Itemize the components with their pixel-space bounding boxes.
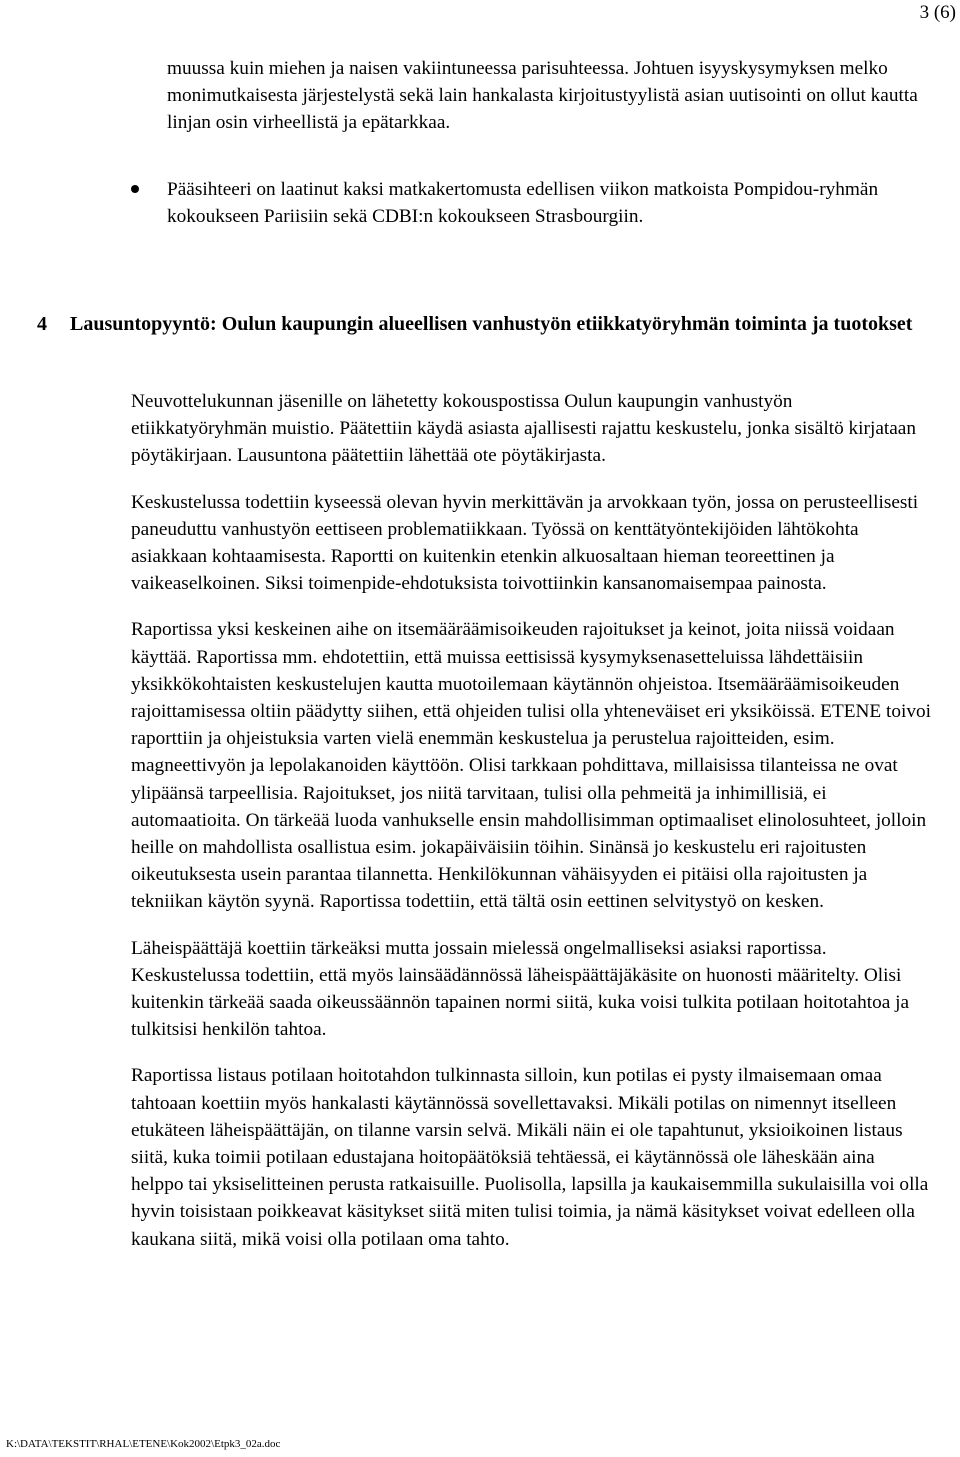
bullet-dot-icon xyxy=(131,185,139,193)
body-paragraph: Raportissa listaus potilaan hoitotahdon tulkinnasta silloin, kun potilas ei pysty ilmaisemaan omaa tahtoaan koettiin myös hankalasti käytännössä sovellettavaksi. Mikäli potilas on nimennyt itselleen etukäteen läheispäättäjän, on tilanne varsin selvä. Mikäli näin ei ole tapahtunut, yksioikoinen listaus siitä, kuka toimii potilaan edustajana hoitopäätöksiä tehtäessä, ei käytännössä ole läheskään aina helppo tai yksiselitteinen perusta ratkaisuille. Puolisolla, lapsilla ja kaukaisemmilla sukulaisilla voi olla hyvin toisistaan poikkeavat käsitykset siitä miten tulisi toimia, ja nämä käsitykset voivat edelleen olla kaukana siitä, mikä voisi olla potilaan oma tahto. xyxy=(131,1065,929,1250)
body-paragraph: Läheispäättäjä koettiin tärkeäksi mutta jossain mielessä ongelmalliseksi asiaksi raportissa. Keskustelussa todettiin, että myös lainsäädännössä läheispäättäjäkäsite on huonosti määritelty. Olisi kuitenkin tärkeää saada oikeussäännön tapainen normi siitä, kuka voisi tulkita potilaan hoitotahtoa ja tulkitsisi henkilön tahtoa. xyxy=(131,937,910,1041)
section-title: Lausuntopyyntö: Oulun kaupungin alueellisen vanhustyön etiikkatyöryhmän toiminta ja tuotokset xyxy=(70,313,913,335)
body-paragraph: Neuvottelukunnan jäsenille on lähetetty kokouspostissa Oulun kaupungin vanhustyön etiikkatyöryhmän muistio. Päätettiin käydä asiasta ajallisesti rajattu keskustelu, jonka sisältö kirjataan pöytäkirjaan. Lausuntona päätettiin lähettää ote pöytäkirjasta. xyxy=(131,391,916,467)
footer-file-path: K:\DATA\TEKSTIT\RHAL\ETENE\Kok2002\Etpk3_02a.doc xyxy=(6,1438,281,1450)
section-body xyxy=(131,388,931,1272)
page-number: 3 (6) xyxy=(919,2,956,23)
section-number: 4 xyxy=(37,313,47,335)
continuation-paragraph: muussa kuin miehen ja naisen vakiintuneessa parisuhteessa. Johtuen isyyskysymyksen melko monimutkaisesta järjestelystä sekä lain hankalasta kirjoitustyylistä asian uutisointi on ollut kautta linjan osin virheellistä ja epätarkkaa. xyxy=(167,58,918,134)
bullet-item: Pääsihteeri on laatinut kaksi matkakertomusta edellisen viikon matkoista Pompidou-ryhmän kokoukseen Pariisiin sekä CDBI:n kokoukseen Strasbourgiin. xyxy=(167,179,879,228)
body-paragraph: Raportissa yksi keskeinen aihe on itsemääräämisoikeuden rajoitukset ja keinot, joita niissä voidaan käyttää. Raportissa mm. ehdotettiin, että muissa eettisissä kysymyksenasetteluissa lähdettäisiin yksikkökohtaisten keskustelujen kautta muotoilemaan käytännön ohjeistoa. Itsemääräämisoikeuden rajoittamisessa oltiin päädytty siihen, että ohjeiden tulisi olla yhteneväiset eri yksiköissä. ETENE toivoi raporttiin ja ohjeistuksia varten vielä enemmän keskustelua ja perustelua rajoitteiden, esim. magneettivyön ja lepolakanoiden käyttöön. Olisi tarkkaan pohdittava, millaisissa tilanteissa ne ovat ylipäänsä tarpeellisia. Rajoitukset, jos niitä tarvitaan, tulisi olla pehmeitä ja inhimillisiä, ei automaatioita. On tärkeää luoda vanhukselle ensin mahdollisimman optimaaliset elinolosuhteet, jolloin heille on mahdollista osallistua esim. jokapäiväisiin töihin. Sinänsä jo keskustelu eri rajoitusten oikeutuksesta usein parantaa tilannetta. Henkilökunnan vähäisyyden ei pitäisi olla rajoitusten ja tekniikan käytön syynä. Raportissa todettiin, että tältä osin eettinen selvitystyö on kesken. xyxy=(131,619,932,913)
section-heading xyxy=(37,311,942,338)
body-paragraph: Keskustelussa todettiin kyseessä olevan hyvin merkittävän ja arvokkaan työn, jossa on perusteellisesti paneuduttu vanhustyön eettiseen problematiikkaan. Työssä on kenttätyöntekijöiden lähtökohta asiakkaan kohtaamisesta. Raportti on kuitenkin etenkin alkuosaltaan hieman teoreettinen ja vaikeaselkoinen. Siksi toimenpide-ehdotuksista toivottiinkin kansanomaisempaa painosta. xyxy=(131,491,919,595)
